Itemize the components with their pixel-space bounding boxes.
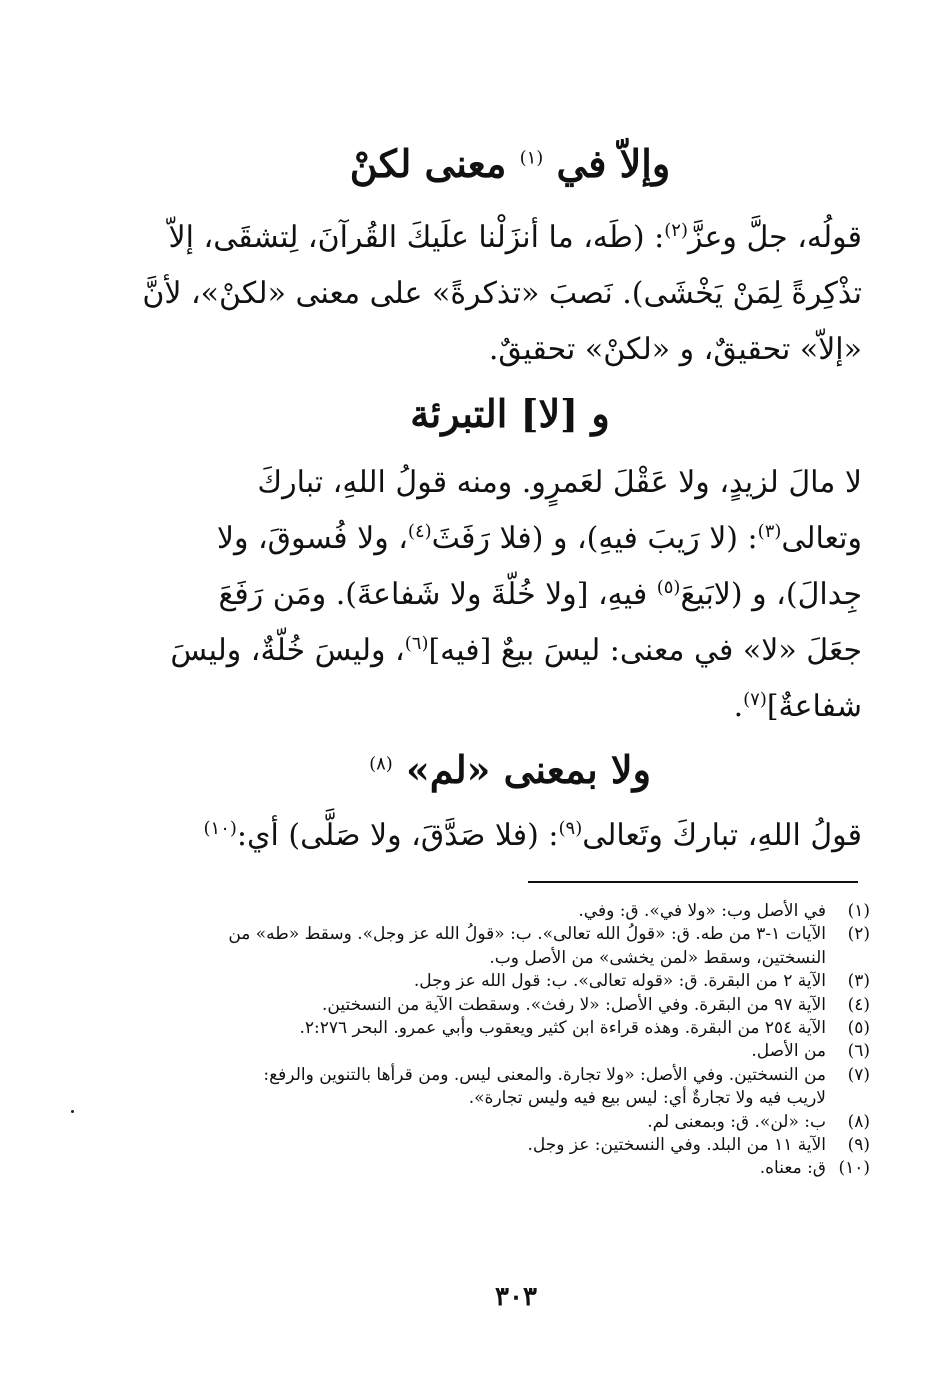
footnote-8: (٨) ب: «لن». ق: وبمعنى لم.	[647, 1111, 870, 1132]
footnote-ref[interactable]: (٢)	[664, 220, 688, 241]
section-heading-lam: ولا بمعنى «لم» $^{(٨)}$	[369, 747, 651, 792]
footnote-ref[interactable]: (٨)	[369, 753, 393, 775]
text-line: قولُه، جلَّ وعزَّ$^{(٢)}$: (طَه، ما أنزَلْنا علَيكَ القُرآنَ، لِتشقَى، إلاّ	[168, 220, 862, 255]
section-heading-illa: وإلاّ في $^{(١)}$ معنى لكنْ	[349, 141, 671, 186]
footnote-divider	[528, 881, 858, 883]
paragraph-illa	[142, 210, 862, 378]
page-number: ٣٠٣	[495, 1282, 537, 1312]
paragraph-lam	[162, 808, 862, 864]
text-line: تذْكِرةً لِمَنْ يَخْشَى). نَصبَ «تذكرةً» على معنى «لكنْ»، لأنَّ	[142, 276, 862, 311]
footnote-9: (٩) الآية ١١ من البلد. وفي النسختين: عز وجل.	[527, 1135, 870, 1156]
text-line: جعَلَ «لا» في معنى: ليسَ بيعٌ [فيه]$^{(٦)}$، وليسَ خُلّةٌ، وليسَ	[170, 633, 862, 668]
text-line: جِدالَ)، و (لابَيعَ$^{(٥)}$ فيهِ، [ولا خُلّةَ ولا شَفاعةَ). ومَن رَفَعَ	[218, 577, 862, 612]
footnotes	[160, 900, 870, 1181]
footnote-ref[interactable]: (٦)	[404, 633, 429, 654]
footnote-7: (٧) من النسختين. وفي الأصل: «ولا تجارة. والمعنى ليس. ومن قرأها بالتنوين والرفع: لاريب فيه ولا تجارةٌ أي: ليس بيع فيه وليس تجارة».	[263, 1064, 870, 1109]
footnote-1: (١) في الأصل وب: «ولا في». ق: وفي.	[578, 901, 870, 921]
footnote-2: (٢) الآيات ١-٣ من طه. ق: «قولُ الله تعالى». ب: «قولُ الله عز وجل». وسقط «طه» من النسختين، وسقط «لمن يخشى» من الأصل وب.	[228, 924, 870, 968]
paragraph-tabriah	[162, 455, 862, 735]
footnote-4: (٤) الآية ٩٧ من البقرة. وفي الأصل: «لا رفث». وسقطت الآية من النسختين.	[321, 994, 870, 1015]
footnote-ref[interactable]: (٤)	[407, 521, 432, 542]
text-line: لا مالَ لزيدٍ، ولا عَقْلَ لعَمرٍو. ومنه قولُ اللهِ، تباركَ	[257, 465, 862, 500]
scan-speck	[71, 1110, 74, 1113]
text-line: وتعالى$^{(٣)}$: (لا رَيبَ فيهِ)، و (فلا رَفَثَ$^{(٤)}$، ولا فُسوقَ، ولا	[216, 521, 862, 556]
footnote-ref[interactable]: (٣)	[757, 521, 782, 542]
section-heading-tabriah: و [لا] التبرئة	[410, 391, 610, 436]
footnote-ref[interactable]: (١)	[519, 147, 544, 169]
text-line: قولُ اللهِ، تباركَ وتَعالى$^{(٩)}$: (فلا صَدَّقَ، ولا صَلَّى) أي:$^{(١٠)}$	[203, 818, 862, 853]
footnote-ref[interactable]: (٥)	[656, 577, 681, 598]
footnote-ref[interactable]: (١٠)	[203, 818, 237, 839]
footnote-ref[interactable]: (٩)	[558, 818, 583, 839]
footnote-5: (٥) الآية ٢٥٤ من البقرة. وهذه قراءة ابن كثير ويعقوب وأبي عمرو. البحر ٢:٢٧٦.	[299, 1018, 870, 1039]
footnote-3: (٣) الآية ٢ من البقرة. ق: «قوله تعالى». ب: قول الله عز وجل.	[413, 971, 870, 992]
footnote-ref[interactable]: (٧)	[743, 689, 767, 710]
text-line: شفاعةٌ]$^{(٧)}$.	[733, 689, 862, 724]
footnote-6: (٦) من الأصل.	[751, 1041, 870, 1062]
footnote-10: (١٠) ق: معناه.	[759, 1158, 870, 1179]
text-line: «إلاّ» تحقيقٌ، و «لكنْ» تحقيقٌ.	[488, 332, 862, 367]
